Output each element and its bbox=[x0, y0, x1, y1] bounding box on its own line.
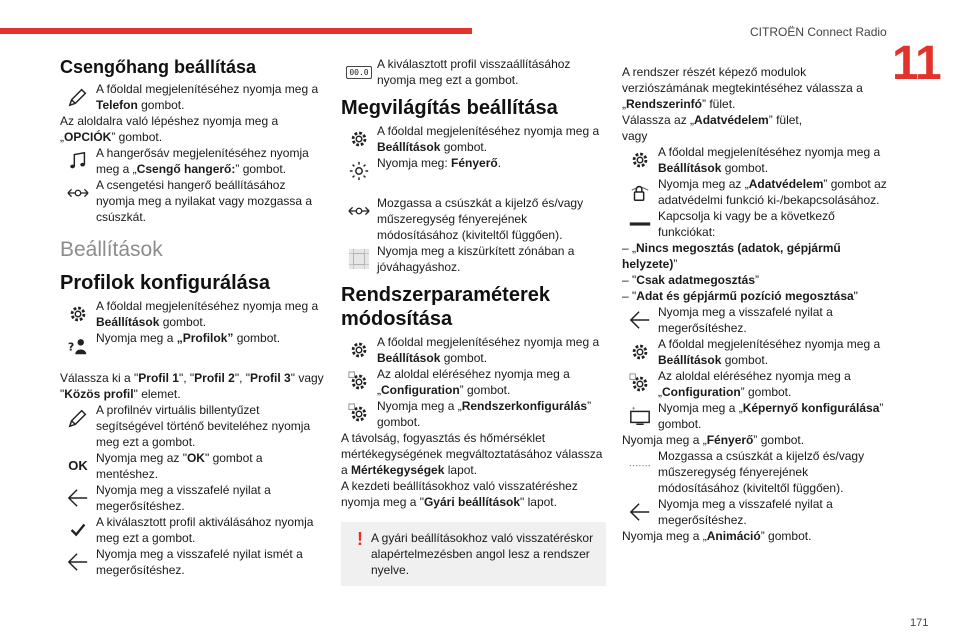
checkmark-icon bbox=[60, 514, 96, 546]
chapter-number: 11 bbox=[892, 37, 941, 90]
dotted-slider-icon bbox=[622, 448, 658, 480]
config-gear-icon bbox=[341, 366, 377, 398]
step-r-back: Nyomja meg a visszafelé nyilat a megerősítéshez. bbox=[622, 304, 887, 336]
step-r-back-2: Nyomja meg a visszafelé nyilat a megerősítéshez. bbox=[622, 496, 887, 528]
step-prof-ok: OK Nyomja meg az "OK" gombot a mentéshez. bbox=[60, 450, 325, 482]
step-light-settings: A főoldal megjelenítéséhez nyomja meg a Beállítások gombot. bbox=[341, 123, 606, 155]
pen-icon bbox=[60, 81, 96, 113]
step-r-configuration: Az aloldal eléréséhez nyomja meg a „Configuration” gombot. bbox=[622, 368, 887, 400]
step-light-confirm: Nyomja meg a kiszürkített zónában a jóváhagyáshoz. bbox=[341, 243, 606, 275]
svg-text:?: ? bbox=[67, 340, 75, 354]
column-middle bbox=[341, 56, 606, 586]
step-sys-config: Nyomja meg a „Rendszerkonfigurálás” gombot. bbox=[341, 398, 606, 430]
column-left bbox=[60, 56, 325, 578]
ringtone-heading: Csengőhang beállítása bbox=[60, 57, 257, 77]
step-sys-settings: A főoldal megjelenítéséhez nyomja meg a Beállítások gombot. bbox=[341, 334, 606, 366]
step-r-slider: Mozgassa a csúszkát a kijelző és/vagy műszeregység fényerejének módosításához (kiviteltől függően). bbox=[622, 448, 887, 496]
step-r-privacy: Nyomja meg az „Adatvédelem” gombot az adatvédelmi funkció ki-/bekapcsolásához. bbox=[622, 176, 887, 208]
step-light-slider: Mozgassa a csúszkát a kijelző és/vagy műszeregység fényerejének módosításához (kiviteltől függően). bbox=[341, 195, 606, 243]
step-r-screen-config: Nyomja meg a „Képernyő konfigurálása” gombot. bbox=[622, 400, 887, 432]
brand-title: CITROËN Connect Radio bbox=[750, 25, 887, 39]
step-prof-back: Nyomja meg a visszafelé nyilat a megerősítéshez. bbox=[60, 482, 325, 514]
option-data-position: – "Adat és gépjármű pozíció megosztása" bbox=[622, 289, 858, 303]
back-arrow-icon bbox=[60, 482, 96, 514]
step-ring-volume: A hangerősáv megjelenítéséhez nyomja meg a „Csengő hangerő:” gombot. bbox=[60, 145, 325, 177]
brightness-para: Nyomja meg a „Fényerő” gombot. bbox=[622, 433, 805, 447]
brightness-sun-icon bbox=[341, 155, 377, 187]
gear-icon bbox=[622, 144, 658, 176]
page-number: 171 bbox=[910, 617, 929, 629]
privacy-lock-icon bbox=[622, 176, 658, 208]
reset-chip-icon: 00.0 bbox=[341, 56, 377, 88]
system-params-heading: Rendszerparaméterek módosítása bbox=[341, 284, 550, 330]
gear-icon bbox=[341, 334, 377, 366]
step-slider: A csengetési hangerő beállításához nyomja meg a nyilakat vagy mozgassa a csúszkát. bbox=[60, 177, 325, 225]
music-note-icon bbox=[60, 145, 96, 177]
ok-label-icon: OK bbox=[68, 458, 88, 473]
step-reset-profile: 00.0 A kiválasztott profil visszaállításához nyomja meg ezt a gombot. bbox=[341, 56, 606, 88]
pen-icon bbox=[60, 402, 96, 434]
lighting-heading: Megvilágítás beállítása bbox=[341, 97, 558, 119]
config-gear-icon bbox=[622, 368, 658, 400]
top-accent-bar bbox=[0, 28, 472, 34]
profile-question-icon bbox=[60, 330, 96, 362]
gear-icon bbox=[341, 123, 377, 155]
step-phone: A főoldal megjelenítéséhez nyomja meg a Telefon gombot. bbox=[60, 81, 325, 113]
profiles-heading: Profilok konfigurálása bbox=[60, 272, 271, 294]
gear-icon bbox=[60, 298, 96, 330]
sys-units-para: A távolság, fogyasztás és hőmérséklet mértékegységének megváltoztatásához válassza a Mértékegységek lapot. bbox=[341, 431, 603, 477]
option-no-sharing: – „Nincs megosztás (adatok, gépjármű helyzete)” bbox=[622, 241, 841, 271]
step-prof-profiles: ? Nyomja meg a „Profilok” gombot. bbox=[60, 330, 325, 362]
back-arrow-icon bbox=[622, 304, 658, 336]
step-light-brightness: Nyomja meg: Fényerő. bbox=[341, 155, 606, 187]
step-prof-settings: A főoldal megjelenítéséhez nyomja meg a Beállítások gombot. bbox=[60, 298, 325, 330]
step-prof-activate: A kiválasztott profil aktiválásához nyomja meg ezt a gombot. bbox=[60, 514, 325, 546]
or-para: vagy bbox=[622, 129, 648, 143]
step-r-settings-2: A főoldal megjelenítéséhez nyomja meg a Beállítások gombot. bbox=[622, 336, 887, 368]
gear-icon bbox=[622, 336, 658, 368]
factory-note-box: ! A gyári beállításokhoz való visszatéréskor alapértelmezésben angol lesz a rendszer nyelve. bbox=[341, 522, 606, 586]
sysinfo-para: A rendszer részét képező modulok verziószámának megtekintéséhez válassza a „Rendszerinfó” fület. bbox=[622, 65, 863, 111]
settings-heading: Beállítások bbox=[60, 238, 163, 261]
back-arrow-icon bbox=[60, 546, 96, 578]
column-right bbox=[622, 56, 887, 544]
greyed-zone-icon bbox=[341, 243, 377, 275]
option-data-only: – "Csak adatmegosztás” bbox=[622, 273, 759, 287]
config-gear-icon bbox=[341, 398, 377, 430]
slider-arrows-icon bbox=[341, 195, 377, 227]
prof-select-para: Válassza ki a "Profil 1", "Profil 2", "Profil 3" vagy "Közös profil" elemet. bbox=[60, 371, 324, 401]
ring-para-options: Az aloldalra való lépéshez nyomja meg a „OPCIÓK” gombot. bbox=[60, 114, 279, 144]
slider-arrows-icon bbox=[60, 177, 96, 209]
step-r-settings: A főoldal megjelenítéséhez nyomja meg a Beállítások gombot. bbox=[622, 144, 887, 176]
back-arrow-icon bbox=[622, 496, 658, 528]
screen-monitor-icon bbox=[622, 400, 658, 432]
step-sys-configuration: Az aloldal eléréséhez nyomja meg a „Configuration” gombot. bbox=[341, 366, 606, 398]
toggle-bar-icon bbox=[622, 208, 658, 240]
sys-factory-para: A kezdeti beállításokhoz való visszatéréshez nyomja meg a "Gyári beállítások" lapot. bbox=[341, 479, 578, 509]
warning-exclamation-icon: ! bbox=[357, 529, 363, 549]
step-prof-back-again: Nyomja meg a visszafelé nyilat ismét a megerősítéshez. bbox=[60, 546, 325, 578]
animation-para: Nyomja meg a „Animáció” gombot. bbox=[622, 529, 812, 543]
privacy-tab-para: Válassza az „Adatvédelem” fület, bbox=[622, 113, 803, 127]
step-r-toggle: Kapcsolja ki vagy be a következő funkciókat: bbox=[622, 208, 887, 240]
step-prof-keyboard: A profilnév virtuális billentyűzet segítségével történő beviteléhez nyomja meg ezt a gombot. bbox=[60, 402, 325, 450]
